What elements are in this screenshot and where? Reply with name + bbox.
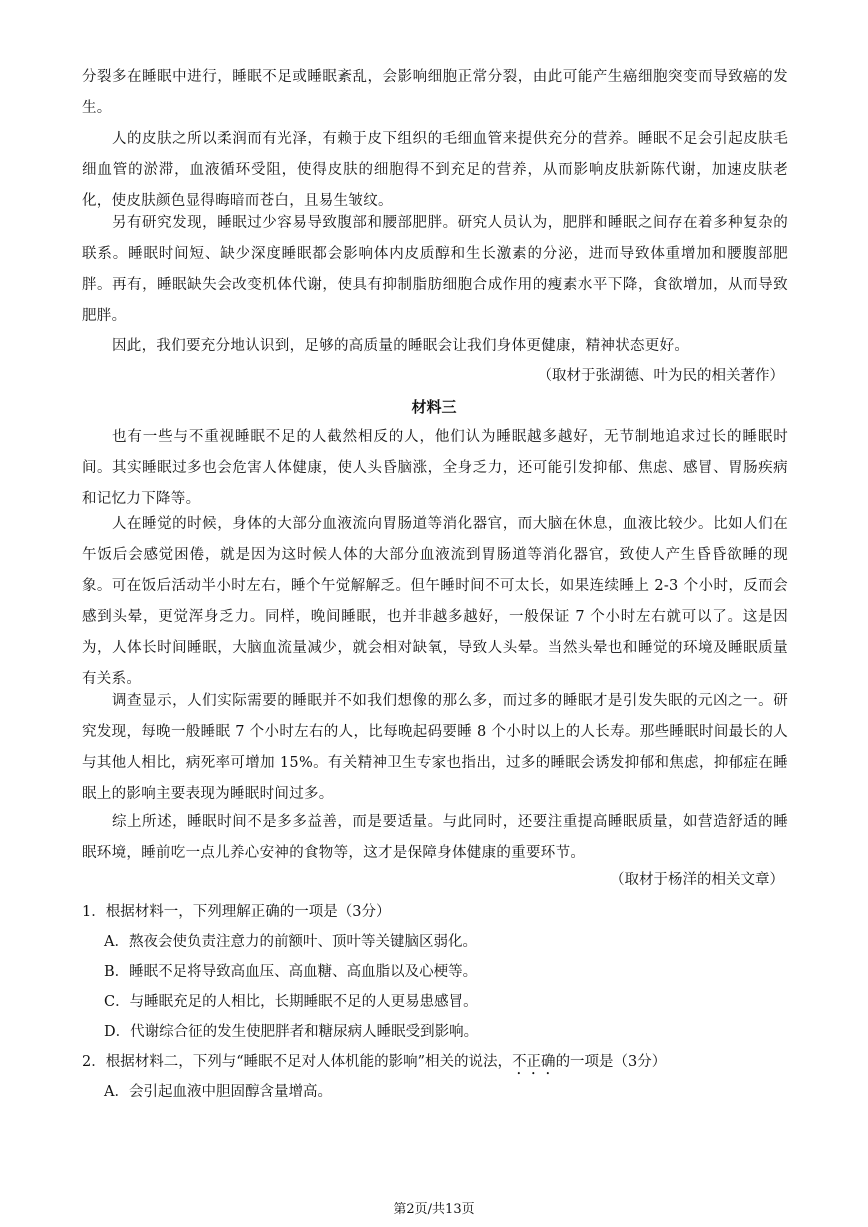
material2-source: （取材于张湖德、叶为民的相关著作） <box>537 368 784 384</box>
question-1-stem: 1．根据材料一，下列理解正确的一项是（3分） <box>82 904 391 920</box>
material3-paragraph-1: 也有一些与不重视睡眠不足的人截然相反的人，他们认为睡眠越多越好，无节制地追求过长的睡眠时间。其实睡眠过多也会危害人体健康，使人头昏脑涨，全身乏力，还可能引发抑郁、焦虑、感冒、胃肠疾病和记忆力下降等。 <box>82 429 788 507</box>
material3-paragraph-2: 人在睡觉的时候，身体的大部分血液流向胃肠道等消化器官，而大脑在休息，血液比较少。比如人们在午饭后会感觉困倦，就是因为这时候人体的大部分血液流到胃肠道等消化器官，致使人产生昏昏欲睡的现象。可在饭后活动半小时左右，睡个午觉解解乏。但午睡时间不可太长，如果连续睡上 2-3 个小时，反而会感到头晕，更觉浑身乏力。同样，晚间睡眠，也并非越多越好，一般保证 7 个小时左右就可以了。这是因为，人体长时间睡眠，大脑血流量减少，就会相对缺氧，导致人头晕。当然头晕也和睡觉的环境及睡眠质量有关系。 <box>82 516 788 687</box>
page-footer: 第2页/共13页 <box>393 1202 475 1217</box>
question-1-option-c: C．与睡眠充足的人相比，长期睡眠不足的人更易患感冒。 <box>104 994 478 1010</box>
question-2-stem-end: 的一项是（3分） <box>555 1054 667 1070</box>
material3-paragraph-3: 调查显示，人们实际需要的睡眠并不如我们想像的那么多，而过多的睡眠才是引发失眠的元凶之一。研究发现，每晚一般睡眠 7 个小时左右的人，比每晚起码要睡 8 个小时以上的人长寿。那些睡眠时间最长的人与其他人相比，病死率可增加 15%。有关精神卫生专家也指出，过多的睡眠会诱发抑郁和焦虑，抑郁症在睡眠上的影响主要表现为睡眠时间过多。 <box>82 693 788 802</box>
material2-paragraph-1: 分裂多在睡眠中进行，睡眠不足或睡眠紊乱，会影响细胞正常分裂，由此可能产生癌细胞突变而导致癌的发生。 <box>82 69 788 116</box>
question-2-stem <box>82 1047 788 1078</box>
question-1-option-d: D．代谢综合征的发生使肥胖者和糖尿病人睡眠受到影响。 <box>104 1024 479 1040</box>
question-2-option-a: A．会引起血液中胆固醇含量增高。 <box>104 1084 332 1100</box>
question-1-option-b: B．睡眠不足将导致高血压、高血糖、高血脂以及心梗等。 <box>104 964 478 980</box>
material2-paragraph-3: 另有研究发现，睡眠过少容易导致腹部和腰部肥胖。研究人员认为，肥胖和睡眠之间存在着多种复杂的联系。睡眠时间短、缺少深度睡眠都会影响体内皮质醇和生长激素的分泌，进而导致体重增加和腰腹部肥胖。再有，睡眠缺失会改变机体代谢，使具有抑制脂肪细胞合成作用的瘦素水平下降，食欲增加，从而导致肥胖。 <box>82 215 788 324</box>
material2-paragraph-2: 人的皮肤之所以柔润而有光泽，有赖于皮下组织的毛细血管来提供充分的营养。睡眠不足会引起皮肤毛细血管的淤滞，血液循环受阻，使得皮肤的细胞得不到充足的营养，从而影响皮肤新陈代谢，加速皮肤老化，使皮肤颜色显得晦暗而苍白，且易生皱纹。 <box>82 131 788 209</box>
question-1-option-a: A．熬夜会使负责注意力的前额叶、顶叶等关键脑区弱化。 <box>104 934 477 950</box>
material2-paragraph-4: 因此，我们要充分地认识到，足够的高质量的睡眠会让我们身体更健康，精神状态更好。 <box>112 338 690 354</box>
material3-source: （取材于杨洋的相关文章） <box>610 872 784 888</box>
material3-heading: 材料三 <box>411 398 457 416</box>
question-2-stem-start: 2．根据材料二，下列与“睡眠不足对人体机能的影响”相关的说法， <box>82 1054 513 1070</box>
question-2-emphasis: 不正确 <box>512 1054 556 1070</box>
material3-paragraph-4: 综上所述，睡眠时间不是多多益善，而是要适量。与此同时，还要注重提高睡眠质量，如营造舒适的睡眠环境，睡前吃一点儿养心安神的食物等，这才是保障身体健康的重要环节。 <box>82 814 788 861</box>
